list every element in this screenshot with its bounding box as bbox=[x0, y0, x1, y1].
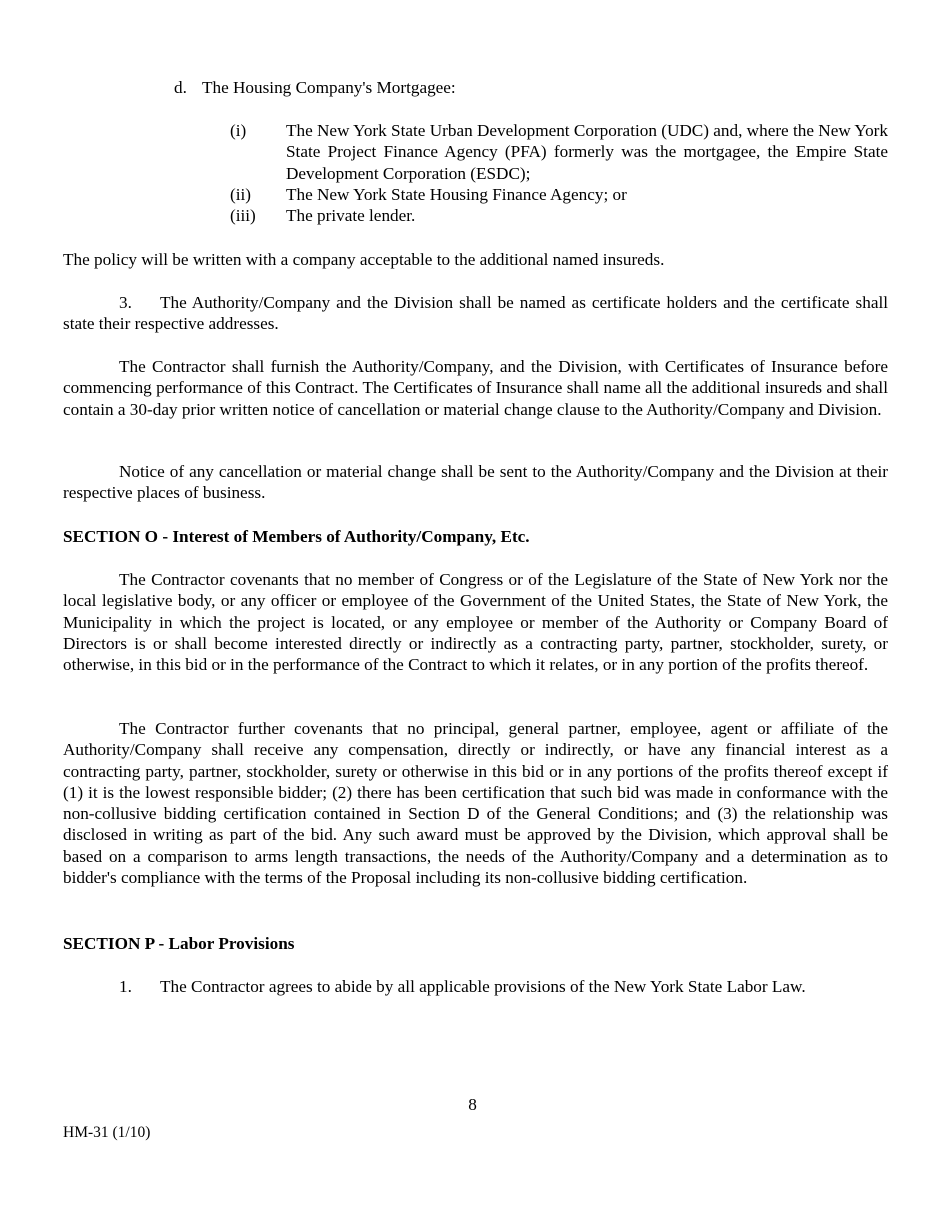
mortgagee-text: The New York State Housing Finance Agency; or bbox=[286, 184, 627, 204]
section-p-item-1 bbox=[119, 976, 888, 997]
item-d-marker: d. bbox=[174, 78, 187, 97]
certificates-paragraph: The Contractor shall furnish the Authority/Company, and the Division, with Certificates of Insurance before commencing performance of this Contract. The Certificates of Insurance shall name all the additional insureds and shall contain a 30-day prior written notice of cancellation or material change clause to the Authority/Company and Division. bbox=[63, 357, 888, 419]
form-id: HM-31 (1/10) bbox=[63, 1124, 151, 1141]
section-p-item-num: 1. bbox=[119, 977, 132, 996]
mortgagee-item-ii bbox=[230, 184, 888, 205]
mortgagee-text: The private lender. bbox=[286, 206, 416, 226]
policy-paragraph: The policy will be written with a company acceptable to the additional named insureds. bbox=[63, 250, 665, 269]
mortgagee-num: (ii) bbox=[230, 184, 251, 204]
list-item-d bbox=[174, 77, 874, 98]
mortgagee-item-i bbox=[230, 120, 888, 184]
section-p-heading: SECTION P - Labor Provisions bbox=[63, 934, 295, 953]
mortgagee-item-iii bbox=[230, 205, 888, 226]
item-d-text: The Housing Company's Mortgagee: bbox=[202, 78, 456, 97]
page-number: 8 bbox=[468, 1095, 477, 1114]
notice-paragraph: Notice of any cancellation or material change shall be sent to the Authority/Company and the Division at their respective places of business. bbox=[63, 462, 888, 503]
mortgagee-num: (i) bbox=[230, 121, 247, 140]
section-o-paragraph-1: The Contractor covenants that no member of Congress or of the Legislature of the State of New York nor the local legislative body, or any officer or employee of the Government of the United States, the State of New York, the Municipality in which the project is located, or any employee or member of the Authority or Company Board of Directors is or shall become interested directly or indirectly as a contracting party, partner, stockholder, surety, or otherwise, in this bid or in the performance of the Contract to which it relates, or in any portion of the profits thereof. bbox=[63, 570, 888, 675]
mortgagee-text: The New York State Urban Development Corporation (UDC) and, where the New York State Project Finance Agency (PFA) formerly was the mortgagee, the Empire State Development Corporation (ESDC); bbox=[286, 121, 888, 183]
mortgagee-num: (iii) bbox=[230, 206, 256, 226]
section-o-heading: SECTION O - Interest of Members of Authority/Company, Etc. bbox=[63, 527, 530, 546]
section-o-paragraph-2: The Contractor further covenants that no principal, general partner, employee, agent or affiliate of the Authority/Company shall receive any compensation, directly or indirectly, or have any financial interest as a contracting party, partner, stockholder, surety or otherwise in this bid or in any portions of the profits thereof except if (1) it is the lowest responsible bidder; (2) there has been certification that such bid was made in conformance with the non-collusive bidding certification contained in Section D of the General Conditions; and (3) the relationship was disclosed in writing as part of the bid. Any such award must be approved by the Division, which approval shall be based on a comparison to arms length transactions, the needs of the Authority/Company and a determination as to bidder's compliance with the terms of the Proposal including its non-collusive bidding certification. bbox=[63, 719, 888, 888]
section-p-item-text: The Contractor agrees to abide by all applicable provisions of the New York State Labor Law. bbox=[160, 977, 806, 996]
item-3-paragraph bbox=[63, 292, 888, 335]
item-3-text: The Authority/Company and the Division shall be named as certificate holders and the certificate shall state their respective addresses. bbox=[63, 293, 888, 334]
item-3-num: 3. bbox=[119, 293, 132, 312]
mortgagee-list bbox=[230, 120, 888, 226]
